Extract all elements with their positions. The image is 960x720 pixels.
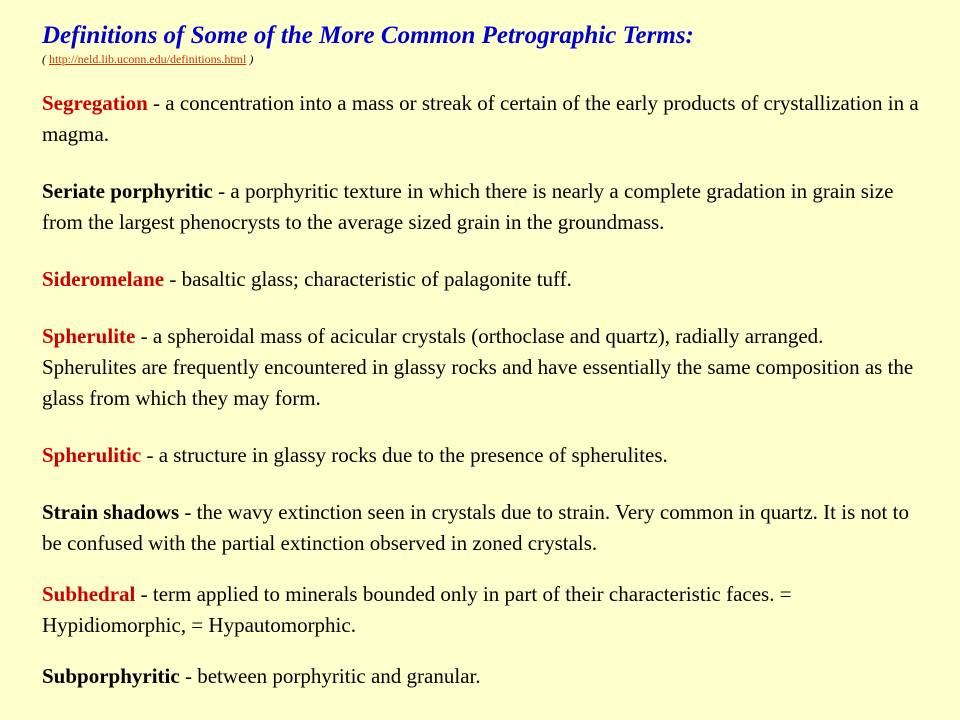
definition-separator: - bbox=[179, 664, 198, 688]
source-open-paren: ( bbox=[42, 52, 49, 66]
source-link[interactable]: http://neld.lib.uconn.edu/definitions.html bbox=[49, 52, 247, 66]
definition-subhedral bbox=[42, 579, 920, 641]
slide-title: Definitions of Some of the More Common Petrographic Terms: bbox=[42, 22, 694, 49]
definitions-list bbox=[42, 88, 920, 692]
definition-separator: - bbox=[141, 443, 159, 467]
definition-term: Strain shadows bbox=[42, 500, 180, 524]
source-close-paren: ) bbox=[246, 52, 254, 66]
definition-spherulite bbox=[42, 321, 920, 414]
definition-term: Spherulitic bbox=[42, 443, 142, 467]
definition-text: a porphyritic texture in which there is nearly a complete gradation in grain size from the largest phenocrysts to the average sized grain in the groundmass. bbox=[42, 179, 894, 234]
definition-subporphyritic bbox=[42, 661, 920, 692]
definition-text: a structure in glassy rocks due to the presence of spherulites. bbox=[158, 443, 668, 467]
definition-term: Subporphyritic bbox=[42, 664, 180, 688]
definition-text: between porphyritic and granular. bbox=[197, 664, 481, 688]
definition-text: the wavy extinction seen in crystals due to strain. Very common in quartz. It is not to be confused with the partial extinction observed in zoned crystals. bbox=[42, 500, 909, 555]
definition-term: Subhedral bbox=[42, 582, 136, 606]
definition-term: Spherulite bbox=[42, 324, 136, 348]
definition-separator: - bbox=[164, 267, 182, 291]
definition-separator: - bbox=[179, 500, 197, 524]
definition-separator: - bbox=[147, 91, 166, 115]
definition-separator: - bbox=[135, 582, 153, 606]
definition-strain-shadows bbox=[42, 497, 920, 559]
definition-text: term applied to minerals bounded only in part of their characteristic faces. = Hypidiomorphic, = Hypautomorphic. bbox=[42, 582, 792, 637]
definition-segregation bbox=[42, 88, 920, 150]
definition-sideromelane bbox=[42, 264, 920, 295]
definition-text: a concentration into a mass or streak of certain of the early products of crystallization in a magma. bbox=[42, 91, 919, 146]
source-citation bbox=[42, 51, 920, 67]
definition-spherulitic bbox=[42, 440, 920, 471]
definition-seriate-porphyritic bbox=[42, 176, 920, 238]
definition-term: Seriate porphyritic bbox=[42, 179, 213, 203]
definition-separator: - bbox=[212, 179, 231, 203]
definition-separator: - bbox=[135, 324, 153, 348]
definition-term: Sideromelane bbox=[42, 267, 165, 291]
definition-text: a spheroidal mass of acicular crystals (orthoclase and quartz), radially arranged. Spherulites are frequently encountered in glassy rocks and have essentially the same composition as the glass from which they may form. bbox=[42, 324, 914, 410]
definition-term: Segregation bbox=[42, 91, 148, 115]
definition-text: basaltic glass; characteristic of palagonite tuff. bbox=[181, 267, 572, 291]
